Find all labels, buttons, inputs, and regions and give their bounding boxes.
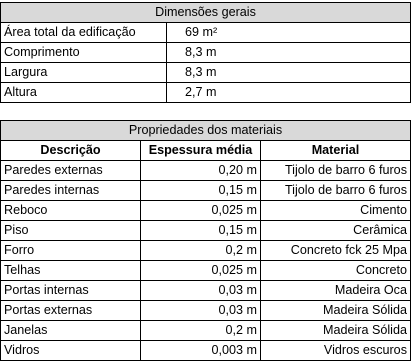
material-description: Portas internas <box>1 281 141 301</box>
column-header-descricao: Descrição <box>1 141 141 161</box>
dimension-value: 2,7 m <box>167 83 411 103</box>
table-row <box>1 301 411 321</box>
material-description: Paredes internas <box>1 181 141 201</box>
material-thickness: 0,2 m <box>141 241 261 261</box>
material-name: Cimento <box>261 201 411 221</box>
column-header-row <box>1 141 411 161</box>
material-thickness: 0,2 m <box>141 321 261 341</box>
dimension-value: 8,3 m <box>167 63 411 83</box>
material-properties-title: Propriedades dos materiais <box>1 121 411 141</box>
material-thickness: 0,03 m <box>141 301 261 321</box>
material-name: Tijolo de barro 6 furos <box>261 181 411 201</box>
dimension-label: Área total da edificação <box>1 23 167 43</box>
material-thickness: 0,15 m <box>141 181 261 201</box>
table-row <box>1 63 411 83</box>
material-thickness: 0,003 m <box>141 341 261 361</box>
material-description: Janelas <box>1 321 141 341</box>
material-name: Concreto <box>261 261 411 281</box>
table-row <box>1 43 411 63</box>
material-description: Forro <box>1 241 141 261</box>
dimension-label: Altura <box>1 83 167 103</box>
dimension-label: Comprimento <box>1 43 167 63</box>
material-properties-header-row <box>1 121 411 141</box>
dimension-value: 8,3 m <box>167 43 411 63</box>
material-thickness: 0,025 m <box>141 261 261 281</box>
material-name: Cerâmica <box>261 221 411 241</box>
material-name: Madeira Sólida <box>261 321 411 341</box>
table-row <box>1 83 411 103</box>
table-row <box>1 321 411 341</box>
material-name: Concreto fck 25 Mpa <box>261 241 411 261</box>
table-row <box>1 241 411 261</box>
material-description: Telhas <box>1 261 141 281</box>
column-header-espessura: Espessura média <box>141 141 261 161</box>
material-properties-table <box>0 120 411 361</box>
dimension-label: Largura <box>1 63 167 83</box>
material-description: Portas externas <box>1 301 141 321</box>
material-name: Tijolo de barro 6 furos <box>261 161 411 181</box>
column-header-material: Material <box>261 141 411 161</box>
table-row <box>1 341 411 361</box>
material-thickness: 0,03 m <box>141 281 261 301</box>
table-row <box>1 23 411 43</box>
material-name: Vidros escuros <box>261 341 411 361</box>
table-row <box>1 221 411 241</box>
material-description: Piso <box>1 221 141 241</box>
material-description: Vidros <box>1 341 141 361</box>
general-dimensions-header-row <box>1 3 411 23</box>
table-row <box>1 181 411 201</box>
general-dimensions-table <box>0 2 411 103</box>
material-name: Madeira Sólida <box>261 301 411 321</box>
general-dimensions-title: Dimensões gerais <box>1 3 411 23</box>
table-row <box>1 201 411 221</box>
material-thickness: 0,025 m <box>141 201 261 221</box>
material-thickness: 0,20 m <box>141 161 261 181</box>
table-row <box>1 161 411 181</box>
table-row <box>1 261 411 281</box>
dimension-value: 69 m² <box>167 23 411 43</box>
material-description: Paredes externas <box>1 161 141 181</box>
material-thickness: 0,15 m <box>141 221 261 241</box>
material-name: Madeira Oca <box>261 281 411 301</box>
table-row <box>1 281 411 301</box>
material-description: Reboco <box>1 201 141 221</box>
